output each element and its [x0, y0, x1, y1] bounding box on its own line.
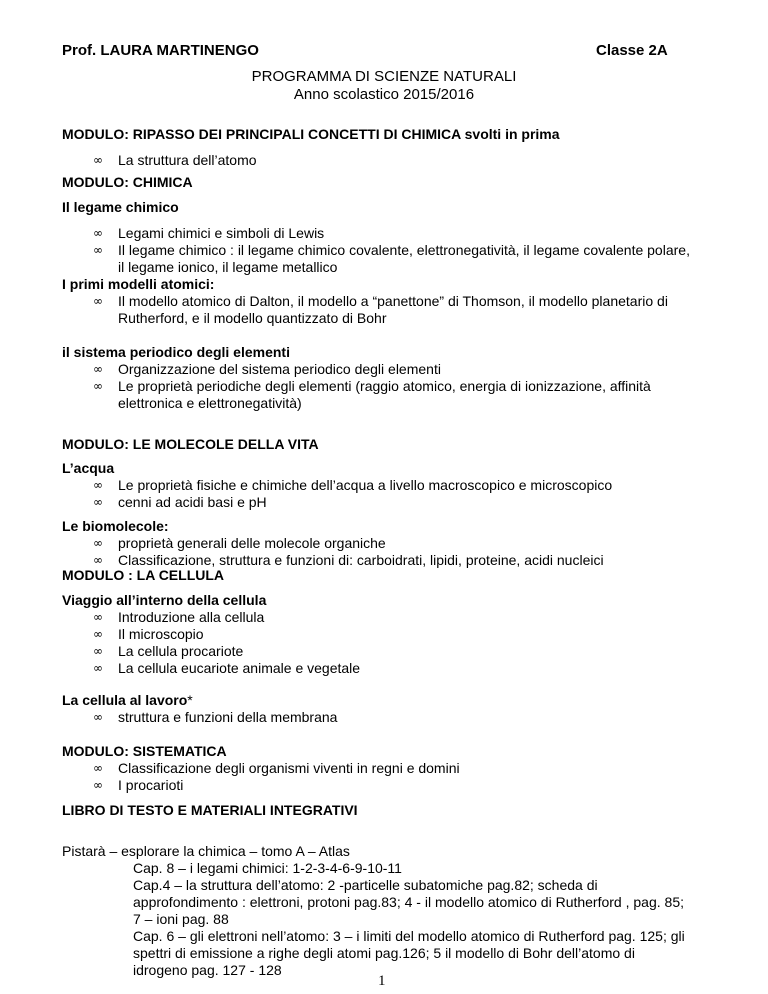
- list-item: ∞ struttura e funzioni della membrana: [93, 709, 338, 725]
- list-item: ∞ Le proprietà fisiche e chimiche dell’acqua a livello macroscopico e microscopico: [93, 477, 613, 493]
- section-subtitle: I primi modelli atomici:: [62, 276, 215, 292]
- infinity-icon: ∞: [93, 536, 103, 550]
- list-item: ∞ Il modello atomico di Dalton, il modello a “panettone” di Thomson, il modello planetario di Rutherford, e il modello quantizzato di Bohr: [93, 293, 668, 326]
- class-label: Classe 2A: [596, 42, 668, 59]
- section-subtitle: Il legame chimico: [62, 199, 179, 215]
- module-topic-list: [93, 361, 693, 412]
- list-item: ∞ Legami chimici e simboli di Lewis: [93, 225, 325, 241]
- list-item: ∞ cenni ad acidi basi e pH: [93, 494, 267, 510]
- textbook-reference: Pistarà – esplorare la chimica – tomo A – Atlas: [62, 843, 350, 859]
- list-item: ∞ Il microscopio: [93, 626, 204, 642]
- list-item: ∞ La cellula eucariote animale e vegetale: [93, 660, 361, 676]
- chapter-reference: Cap.4 – la struttura dell’atomo: 2 -particelle subatomiche pag.82; scheda di approfondimento : elettroni, protoni pag.83; 4 - il modello atomico di Rutherford , pag. 85; 7 – ioni pag. 88: [133, 877, 684, 927]
- module-topic-list: [93, 535, 733, 569]
- list-item: ∞ Introduzione alla cellula: [93, 609, 265, 625]
- page-number: 1: [378, 973, 386, 989]
- module-topic-list: [93, 225, 693, 276]
- infinity-icon: ∞: [93, 379, 103, 393]
- list-item: ∞ La cellula procariote: [93, 643, 244, 659]
- infinity-icon: ∞: [93, 710, 103, 724]
- module-title: MODULO: LE MOLECOLE DELLA VITA: [62, 436, 319, 452]
- infinity-icon: ∞: [93, 627, 103, 641]
- infinity-icon: ∞: [93, 294, 103, 308]
- infinity-icon: ∞: [93, 495, 103, 509]
- infinity-icon: ∞: [93, 478, 103, 492]
- infinity-icon: ∞: [93, 644, 103, 658]
- school-year: Anno scolastico 2015/2016: [293, 86, 475, 103]
- module-title: MODULO: SISTEMATICA: [62, 743, 227, 759]
- infinity-icon: ∞: [93, 610, 103, 624]
- section-subtitle: il sistema periodico degli elementi: [62, 344, 290, 360]
- infinity-icon: ∞: [93, 362, 103, 376]
- module-topic-list: [93, 477, 693, 511]
- section-subtitle: Viaggio all’interno della cellula: [62, 592, 267, 608]
- teacher-name: Prof. LAURA MARTINENGO: [62, 42, 259, 59]
- module-topic-list: [93, 293, 693, 327]
- section-subtitle: L’acqua: [62, 460, 115, 476]
- section-subtitle: La cellula al lavoro*: [62, 692, 193, 708]
- list-item: ∞ proprietà generali delle molecole organiche: [93, 535, 386, 551]
- list-item: ∞ Il legame chimico : il legame chimico covalente, elettronegatività, il legame covalente polare, il legame ionico, il legame metallico: [93, 242, 690, 275]
- infinity-icon: ∞: [93, 661, 103, 675]
- chapter-reference: Cap. 6 – gli elettroni nell’atomo: 3 – i limiti del modello atomico di Rutherford pag. 125; gli spettri di emissione a righe degli atomi pag.126; 5 il modello di Bohr dell’atomo di idrogeno pag. 127 - 128: [133, 928, 685, 978]
- list-item: ∞ Classificazione, struttura e funzioni di: carboidrati, lipidi, proteine, acidi nucleici: [93, 552, 604, 568]
- list-item: ∞ La struttura dell’atomo: [93, 152, 257, 168]
- module-title: MODULO : LA CELLULA: [62, 567, 225, 583]
- list-item: ∞ Organizzazione del sistema periodico degli elementi: [93, 361, 441, 377]
- section-subtitle: Le biomolecole:: [62, 518, 169, 534]
- module-topic-list: [93, 760, 693, 794]
- chapter-reference: Cap. 8 – i legami chimici: 1-2-3-4-6-9-10-11: [133, 860, 402, 876]
- module-topic-list: [93, 152, 693, 169]
- list-item: ∞ I procarioti: [93, 777, 184, 793]
- infinity-icon: ∞: [93, 778, 103, 792]
- infinity-icon: ∞: [93, 761, 103, 775]
- books-title: LIBRO DI TESTO E MATERIALI INTEGRATIVI: [62, 802, 358, 818]
- list-item: ∞ Le proprietà periodiche degli elementi (raggio atomico, energia di ionizzazione, affinità elettronica e elettronegatività): [93, 378, 651, 411]
- footnote-star: *: [187, 692, 193, 708]
- module-topic-list: [93, 709, 693, 726]
- infinity-icon: ∞: [93, 226, 103, 240]
- infinity-icon: ∞: [93, 153, 103, 167]
- module-topic-list: [93, 609, 693, 677]
- infinity-icon: ∞: [93, 243, 103, 257]
- document-title: PROGRAMMA DI SCIENZE NATURALI: [251, 68, 517, 85]
- list-item: ∞ Classificazione degli organismi viventi in regni e domini: [93, 760, 460, 776]
- module-title: MODULO: RIPASSO DEI PRINCIPALI CONCETTI DI CHIMICA svolti in prima: [62, 126, 560, 142]
- module-title: MODULO: CHIMICA: [62, 174, 193, 190]
- infinity-icon: ∞: [93, 553, 103, 567]
